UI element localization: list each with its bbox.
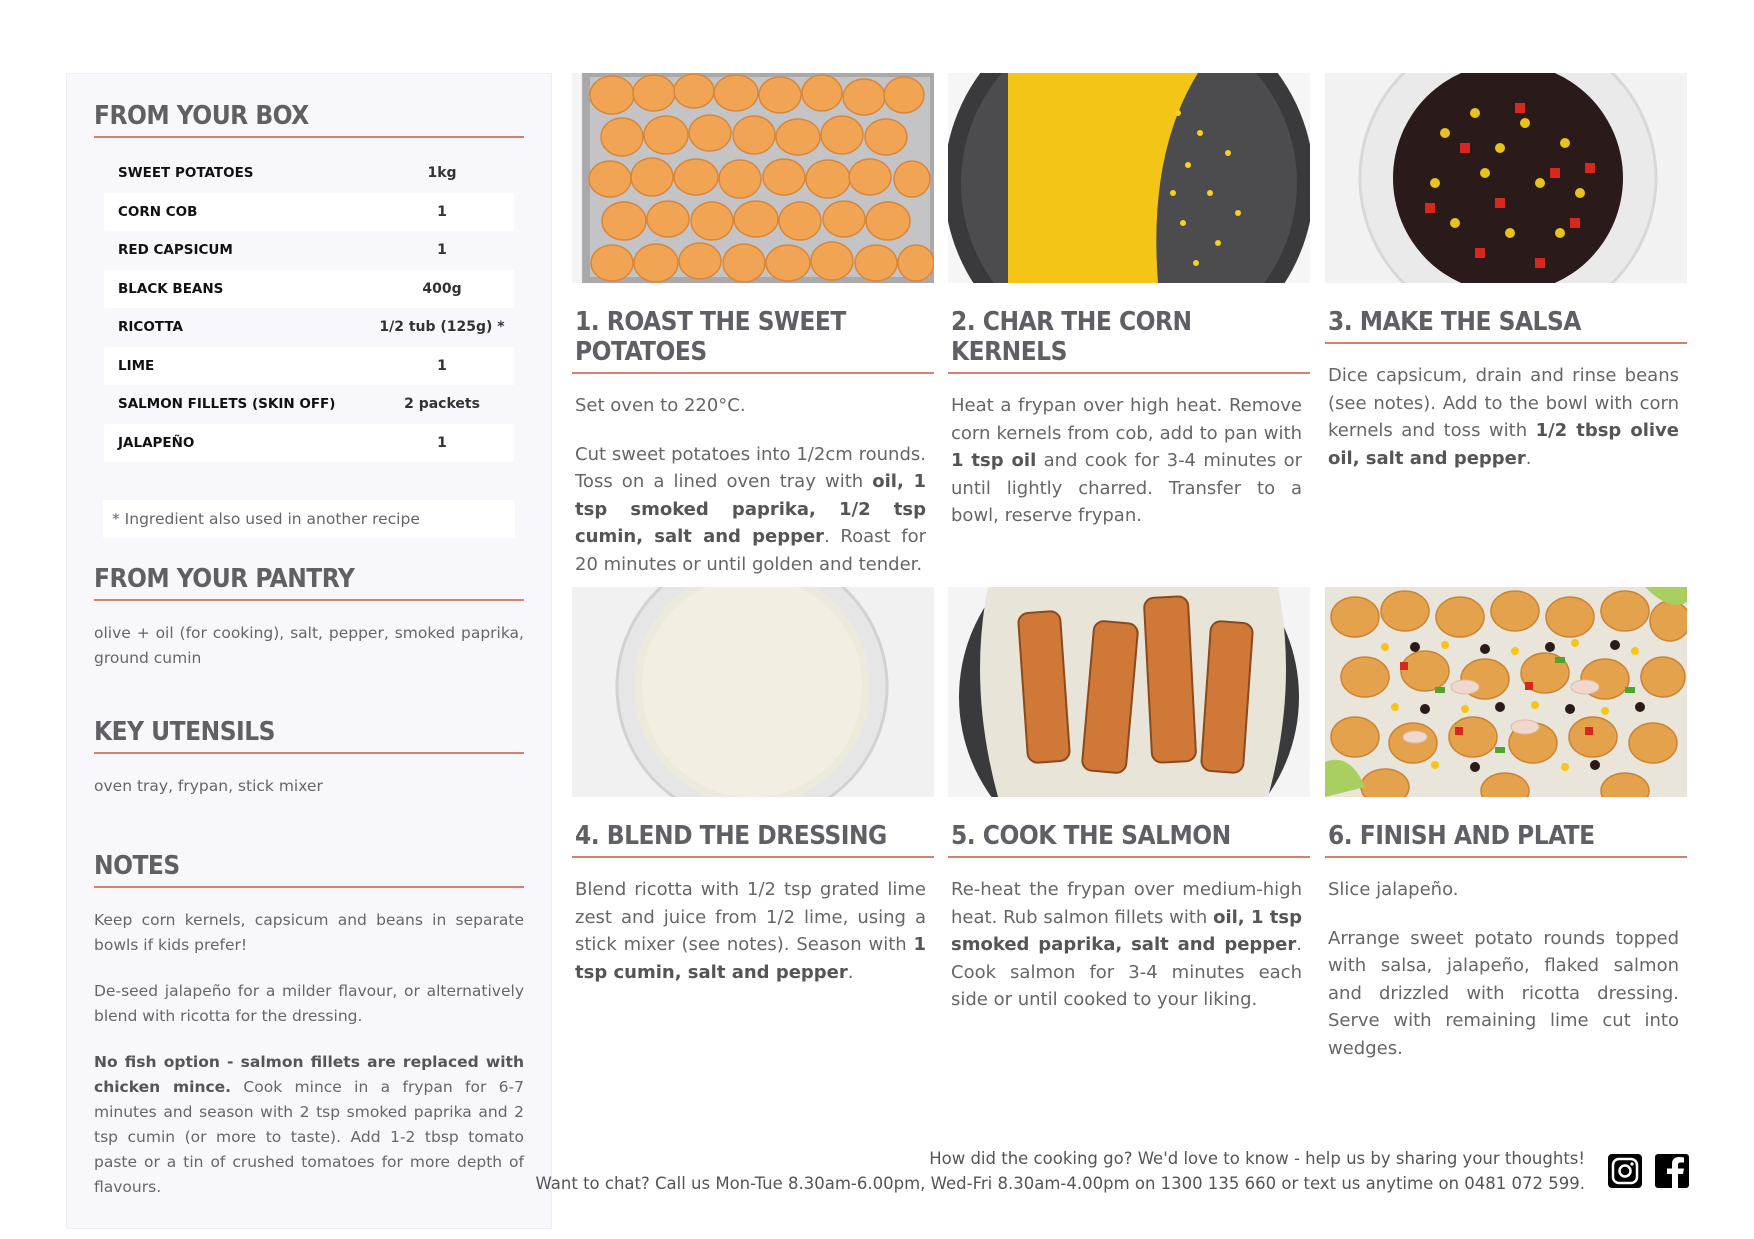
ingredient-row — [104, 154, 514, 193]
step-paragraph — [575, 876, 926, 986]
step-5-text — [948, 876, 1310, 1014]
note-rest: Cook mince in a frypan for 6-7 minutes and season with 2 tsp smoked paprika and 2 tsp cumin (or more to taste). Add 1-2 tbsp tomato paste or a tin of crushed tomatoes for more depth of flavours. — [94, 1078, 524, 1196]
contact-line: Want to chat? Call us Mon-Tue 8.30am-6.00pm, Wed-Fri 8.30am-4.00pm on 1300 135 660 or text us anytime on 0481 072 599. — [535, 1174, 1585, 1193]
utensils-items: oven tray, frypan, stick mixer — [94, 777, 323, 795]
from-your-box-title: FROM YOUR BOX — [94, 101, 524, 138]
ingredient-qty: 1kg — [427, 165, 457, 182]
ingredient-row — [104, 193, 514, 232]
ingredient-qty: 2 packets — [404, 396, 480, 413]
facebook-icon[interactable] — [1654, 1153, 1690, 1193]
dressing-bowl-photo — [572, 587, 934, 797]
notes-title: NOTES — [94, 851, 524, 888]
bold-run: 1 tsp oil — [951, 450, 1037, 471]
pantry-text — [94, 621, 524, 671]
feedback-footer — [536, 1146, 1585, 1196]
ingredient-footnote: * Ingredient also used in another recipe — [103, 500, 515, 538]
step-paragraph — [1328, 362, 1679, 472]
instagram-icon[interactable] — [1607, 1153, 1643, 1193]
note-paragraph: De-seed jalapeño for a milder flavour, or alternatively blend with ricotta for the dressing. — [94, 982, 524, 1025]
step-6-title: 6. FINISH AND PLATE — [1325, 821, 1687, 858]
ingredient-name: LIME — [118, 357, 155, 374]
step-6 — [1325, 587, 1687, 1062]
corn-pan-photo — [948, 73, 1310, 283]
bold-run: 1/2 tbsp olive oil, salt and pepper — [1328, 420, 1679, 469]
from-your-pantry-title: FROM YOUR PANTRY — [94, 564, 524, 601]
notes-text — [94, 908, 524, 1200]
ingredient-row — [104, 424, 514, 463]
text-run: . — [847, 961, 854, 983]
note-paragraph — [94, 1050, 524, 1200]
step-5-title: 5. COOK THE SALMON — [948, 821, 1310, 858]
bold-run: 1 tsp cumin, salt and pepper — [575, 934, 926, 983]
step-3-title: 3. MAKE THE SALSA — [1325, 307, 1687, 344]
step-6-text — [1325, 876, 1687, 1062]
step-paragraph: Slice jalapeño. — [1328, 879, 1459, 900]
step-2 — [948, 73, 1310, 530]
ingredient-name: BLACK BEANS — [118, 280, 224, 297]
ingredient-qty: 1 — [437, 357, 447, 374]
text-run: Heat a frypan over high heat. Remove corn kernels from cob, add to pan with — [951, 395, 1302, 444]
ingredient-name: RED CAPSICUM — [118, 242, 233, 259]
text-run: . — [1525, 447, 1532, 469]
bold-run: oil, 1 tsp smoked paprika, 1/2 tsp cumin, salt and pepper — [575, 471, 926, 547]
step-4-title: 4. BLEND THE DRESSING — [572, 821, 934, 858]
step-paragraph — [951, 392, 1302, 530]
ingredient-qty: 1 — [437, 434, 447, 451]
text-run: Blend ricotta with 1/2 tsp grated lime zest and juice from 1/2 lime, using a stick mixer (see notes). Season with — [575, 879, 926, 955]
ingredients-table — [104, 154, 514, 462]
key-utensils-title: KEY UTENSILS — [94, 717, 524, 754]
plated-dish-photo — [1325, 587, 1687, 797]
ingredient-row — [104, 385, 514, 424]
step-5 — [948, 587, 1310, 1014]
text-run: and cook for 3-4 minutes or until lightly charred. Transfer to a bowl, reserve frypan. — [951, 450, 1302, 526]
text-run: Re-heat the frypan over medium-high heat. Rub salmon fillets with — [951, 879, 1302, 928]
bold-run: oil, 1 tsp smoked paprika, salt and pepper — [951, 906, 1302, 955]
step-1-title: 1. ROAST THE SWEET POTATOES — [572, 307, 934, 374]
text-run: Cut sweet potatoes into 1/2cm rounds. Toss on a lined oven tray with — [575, 443, 926, 492]
step-3 — [1325, 73, 1687, 472]
ingredient-name: CORN COB — [118, 203, 198, 220]
ingredient-qty: 1 — [437, 203, 447, 220]
step-3-text — [1325, 362, 1687, 472]
step-1 — [572, 73, 934, 578]
step-paragraph: Set oven to 220°C. — [575, 395, 746, 416]
ingredient-name: JALAPEÑO — [118, 434, 195, 451]
note-bold: No fish option - salmon fillets are replaced with chicken mince. — [94, 1053, 524, 1096]
ingredient-qty: 1 — [437, 242, 447, 259]
sweet-potatoes-photo — [572, 73, 934, 283]
note-paragraph: Keep corn kernels, capsicum and beans in separate bowls if kids prefer! — [94, 911, 524, 954]
ingredient-row — [104, 308, 514, 347]
text-run: . Roast for 20 minutes or until golden and tender. — [575, 526, 926, 575]
salmon-pan-photo — [948, 587, 1310, 797]
step-2-title: 2. CHAR THE CORN KERNELS — [948, 307, 1310, 374]
ingredient-qty: 400g — [422, 280, 462, 297]
ingredient-row — [104, 270, 514, 309]
ingredients-sidebar — [66, 73, 552, 1229]
ingredient-name: SALMON FILLETS (SKIN OFF) — [118, 396, 336, 413]
utensils-text — [94, 774, 524, 799]
ingredient-row — [104, 347, 514, 386]
step-paragraph — [575, 441, 926, 579]
text-run: . Cook salmon for 3-4 minutes each side or until cooked to your liking. — [951, 934, 1302, 1010]
step-paragraph: Arrange sweet potato rounds topped with salsa, jalapeño, flaked salmon and drizzled with ricotta dressing. Serve with remaining lime cut into wedges. — [1328, 927, 1679, 1059]
step-4-text — [572, 876, 934, 986]
step-2-text — [948, 392, 1310, 530]
ingredient-name: RICOTTA — [118, 319, 183, 336]
step-1-text — [572, 392, 934, 578]
feedback-line: How did the cooking go? We'd love to know - help us by sharing your thoughts! — [929, 1149, 1585, 1168]
ingredient-name: SWEET POTATOES — [118, 165, 254, 182]
ingredient-qty: 1/2 tub (125g) * — [379, 319, 505, 336]
pantry-items: olive + oil (for cooking), salt, pepper, smoked paprika, ground cumin — [94, 624, 524, 667]
salsa-bowl-photo — [1325, 73, 1687, 283]
step-paragraph — [951, 876, 1302, 1014]
text-run: Dice capsicum, drain and rinse beans (see notes). Add to the bowl with corn kernels and toss with — [1328, 365, 1679, 441]
ingredient-row — [104, 231, 514, 270]
step-4 — [572, 587, 934, 986]
